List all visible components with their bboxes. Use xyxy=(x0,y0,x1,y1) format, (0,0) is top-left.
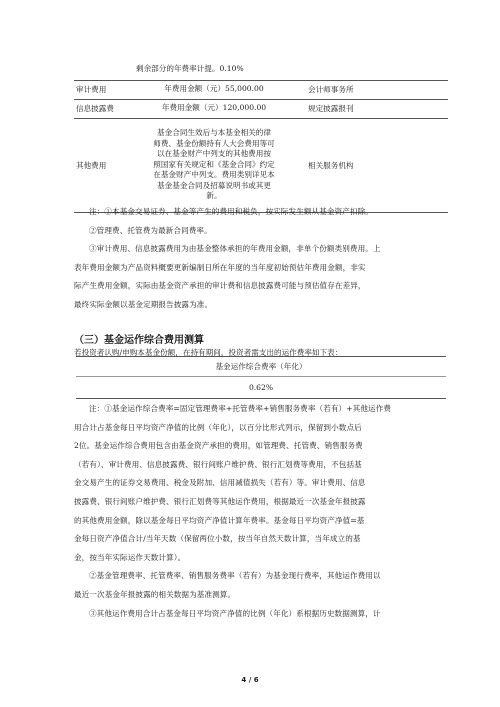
note-paragraph: ②基金管理费率、托管费率、销售服务费率（若有）为基金现行费率，其他运作费用以 最近一次基金年报披露的相关数据为基准测算。 xyxy=(74,571,381,599)
fee-item: 审计费用 xyxy=(74,80,134,99)
note-paragraph: 注：①本基金交易证券、基金等产生的费用和税负，按实际发生额从基金资产扣除。 xyxy=(89,207,373,216)
rate-table-header: 基金运作综合费率（年化） xyxy=(76,357,446,377)
fee-recipient: 相关服务机构 xyxy=(294,118,448,212)
note-paragraph: 注：①基金运作综合费率=固定管理费率+托管费率+销售服务费率（若有）+其他运作费 用合计占基金每日平均资产净值的比例（年化），以百分比形式列示，保留到小数点后 2位。基金运作综合费用包含由基金资产承担的费用，如管理费、托管费、销售服务费 （若有）、审计费用、信息披露费、银行间账户维护费、银行汇划费等费用，不包括基 金交易产生的证券交易费用、税金及附加、信用减值损失（若有）等。审计费用、信息 披露费、银行间账户维护费、银行汇划费等其他运作费用，根据最近一次基金年报披露 的其他费用金额，除以基金每日平均资产净值计算年费率。基金每日平均资产净值=基 金每日资产净值合计/当年天数（保留两位小数，按当年自然天数计算，当年成立的基 金，按当年实际运作天数计算）。 xyxy=(74,404,392,562)
fee-row xyxy=(74,80,448,99)
fee-table xyxy=(74,58,448,213)
rate-table-value: 0.62% xyxy=(76,377,446,399)
page-number: 4 / 6 xyxy=(241,676,259,684)
note-paragraph: ③其他运作费用合计占基金每日平均资产净值的比例（年化）系根据历史数据测算，计 xyxy=(89,608,381,618)
remaining-rate-text: 剩余部分的年费率计提。0.10% xyxy=(136,64,244,74)
fee-item: 其他费用 xyxy=(74,118,134,212)
fee-other-description: 基金合同生效后与本基金相关的律 师费、基金份额持有人大会费用等可 以在基金财产中列支的其他费用按 照国家有关规定和《基金合同》约定 在基金财产中列支。费用类别详见本 基金基金合同及招募说明书或其更 新。 xyxy=(134,118,294,212)
fee-recipient: 会计师事务所 xyxy=(294,80,448,99)
fee-amount: 年费用金额（元）120,000.00 xyxy=(134,99,294,118)
fee-notes xyxy=(74,203,436,315)
fee-item: 信息披露费 xyxy=(74,99,134,118)
fee-row-remaining xyxy=(74,58,448,80)
fee-row xyxy=(74,99,448,118)
note-paragraph: ②管理费、托管费为最新合同费率。 xyxy=(89,225,212,235)
fee-recipient: 规定披露报刊 xyxy=(294,99,448,118)
fee-row-other xyxy=(74,118,448,212)
section-intro: 若投资者认购/申购本基金份额，在持有期间，投资者需支出的运作费率如下表： xyxy=(74,348,343,357)
rate-notes xyxy=(74,400,436,623)
fee-amount: 年费用金额（元）55,000.00 xyxy=(134,80,294,99)
rate-table xyxy=(76,356,446,399)
note-paragraph: ③审计费用、信息披露费用为由基金整体承担的年费用金额，非单个份额类别费用。上 表年费用金额为产品资料概要更新编制日所在年度的当年度初始预估年费用金额，非实 际产生费用金额，实际由基金资产承担的审计费和信息披露费可能与预估值存在差异， 最终实际金额以基金定期报告披露为准。 xyxy=(74,244,381,309)
section-heading: （三）基金运作综合费用测算 xyxy=(74,335,204,346)
